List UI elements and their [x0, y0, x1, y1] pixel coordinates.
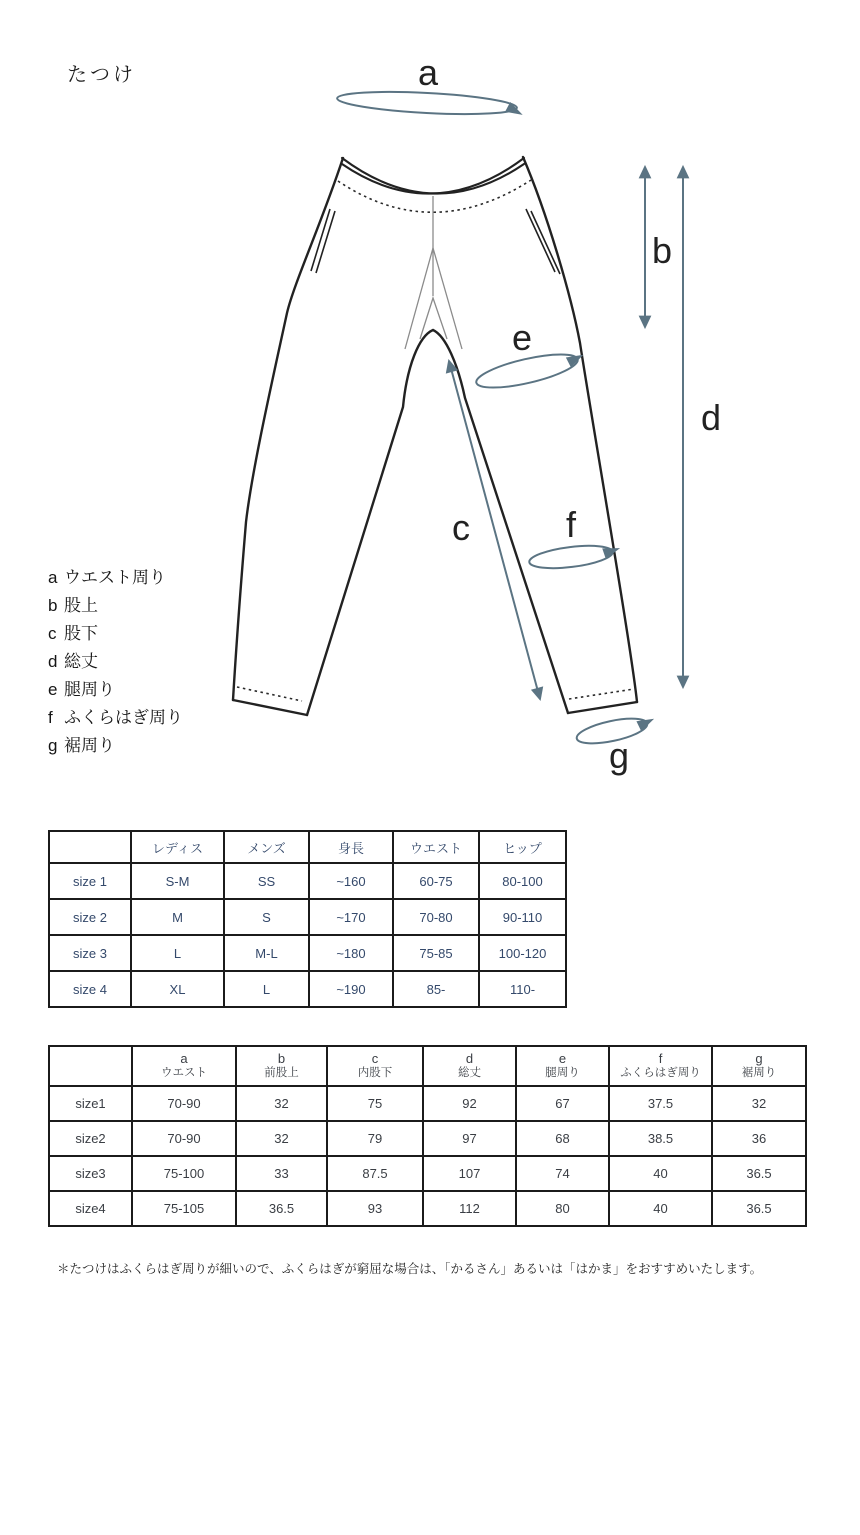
measure-label-f: f [565, 504, 577, 545]
column-name: ウエスト [161, 1067, 207, 1079]
cell: ~170 [309, 899, 393, 935]
column-name: 腿周り [545, 1067, 580, 1079]
header-cell [327, 1046, 423, 1086]
table-row [49, 1086, 806, 1121]
cell: 32 [236, 1121, 327, 1156]
right-pocket [526, 209, 560, 274]
cell: 32 [712, 1086, 806, 1121]
cell: 80 [516, 1191, 609, 1226]
header-cell [49, 1046, 132, 1086]
header-cell: ヒップ [479, 831, 566, 863]
cell: S-M [131, 863, 224, 899]
cell: 32 [236, 1086, 327, 1121]
legend-letter: b [48, 596, 58, 615]
legend-name: 総丈 [64, 652, 98, 671]
legend-letter: d [48, 652, 58, 671]
cell: 40 [609, 1156, 712, 1191]
cell: 67 [516, 1086, 609, 1121]
cell: 36 [712, 1121, 806, 1156]
cell: size 3 [49, 935, 131, 971]
legend-item-d [48, 652, 183, 670]
legend-name: 腿周り [64, 680, 115, 699]
column-name: 裾周り [741, 1067, 777, 1079]
cell: 93 [327, 1191, 423, 1226]
cell: 75-85 [393, 935, 479, 971]
pants-left-hem [233, 700, 307, 715]
cell: 70-80 [393, 899, 479, 935]
cell: 92 [423, 1086, 516, 1121]
column-name: 総丈 [458, 1067, 481, 1079]
cell: 75 [327, 1086, 423, 1121]
cell: 36.5 [712, 1191, 806, 1226]
pockets [311, 209, 560, 274]
cell: size4 [49, 1191, 132, 1226]
column-letter: f [658, 1051, 663, 1066]
table-header-row [49, 831, 566, 863]
legend-name: 股下 [64, 624, 98, 643]
cell: M-L [224, 935, 309, 971]
legend-letter: c [48, 624, 57, 643]
table-row [49, 1156, 806, 1191]
cell: size 4 [49, 971, 131, 1007]
cell: 90-110 [479, 899, 566, 935]
cell: 75-105 [132, 1191, 236, 1226]
left-hem-stitch-line [237, 687, 302, 701]
column-letter: c [371, 1051, 379, 1066]
cell: 107 [423, 1156, 516, 1191]
header-cell [712, 1046, 806, 1086]
column-letter: a [180, 1051, 188, 1066]
cell: 70-90 [132, 1086, 236, 1121]
column-name: 内股下 [357, 1067, 393, 1079]
table-row [49, 1121, 806, 1156]
pants-right-hem [568, 702, 637, 713]
cell: 110- [479, 971, 566, 1007]
cell: 70-90 [132, 1121, 236, 1156]
header-cell [423, 1046, 516, 1086]
cell: ~160 [309, 863, 393, 899]
column-letter: d [465, 1051, 474, 1066]
table-row [49, 971, 566, 1007]
cell: 38.5 [609, 1121, 712, 1156]
cell: 87.5 [327, 1156, 423, 1191]
header-cell: レディス [131, 831, 224, 863]
footnote: ＊たつけはふくらはぎ周りが細いので、ふくらはぎが窮屈な場合は、「かるさん」あるいは「はかま」をおすすめいたします。 [57, 1262, 763, 1276]
cell: 68 [516, 1121, 609, 1156]
measure-label-e: e [511, 317, 533, 358]
cell: size3 [49, 1156, 132, 1191]
pants-outline [233, 157, 637, 715]
cell: ~180 [309, 935, 393, 971]
left-pocket [311, 209, 335, 273]
cell: 97 [423, 1121, 516, 1156]
legend-item-c [48, 624, 183, 642]
legend-item-b [48, 596, 183, 614]
page-title: たつけ [67, 64, 136, 86]
table-row [49, 935, 566, 971]
cell: L [224, 971, 309, 1007]
table-row [49, 899, 566, 935]
cell: 112 [423, 1191, 516, 1226]
cell: L [131, 935, 224, 971]
measure-label-b: b [651, 230, 673, 271]
measure-label-d: d [700, 397, 722, 438]
header-cell: ウエスト [393, 831, 479, 863]
measure-label-c: c [452, 507, 470, 548]
header-cell [49, 831, 131, 863]
legend-name: 裾周り [64, 736, 115, 755]
column-letter: e [558, 1051, 567, 1066]
cell: size2 [49, 1121, 132, 1156]
cell: 100-120 [479, 935, 566, 971]
legend-name: ふくらはぎ周り [64, 708, 183, 727]
header-cell [516, 1046, 609, 1086]
table-row [49, 863, 566, 899]
legend-item-f [48, 708, 183, 726]
table-row [49, 1191, 806, 1226]
legend-letter: g [48, 736, 58, 755]
cell: XL [131, 971, 224, 1007]
legend-name: 股上 [64, 596, 98, 615]
construction-lines [405, 196, 462, 349]
header-cell [609, 1046, 712, 1086]
table-header-row [49, 1046, 806, 1086]
legend-letter: e [48, 680, 58, 699]
legend-letter: f [48, 708, 53, 727]
measure-arrow-f [528, 541, 623, 572]
waist-stitch-line [338, 180, 531, 212]
cell: 40 [609, 1191, 712, 1226]
column-letter: b [277, 1051, 286, 1066]
cell: 36.5 [236, 1191, 327, 1226]
column-name: 前股上 [264, 1067, 299, 1079]
cell: 85- [393, 971, 479, 1007]
cell: 60-75 [393, 863, 479, 899]
cell: 79 [327, 1121, 423, 1156]
cell: ~190 [309, 971, 393, 1007]
cell: 33 [236, 1156, 327, 1191]
header-cell [132, 1046, 236, 1086]
cell: 37.5 [609, 1086, 712, 1121]
cell: M [131, 899, 224, 935]
cell: SS [224, 863, 309, 899]
measure-arrow-a [337, 88, 526, 120]
cell: 36.5 [712, 1156, 806, 1191]
column-letter: g [755, 1051, 763, 1066]
legend-item-a [48, 568, 183, 586]
measure-label-a: a [417, 52, 439, 93]
size-chart-table [48, 830, 567, 1008]
gusset-v-inner [420, 298, 447, 339]
legend-letter: a [48, 568, 58, 587]
cell: size1 [49, 1086, 132, 1121]
cell: S [224, 899, 309, 935]
cell: 75-100 [132, 1156, 236, 1191]
cell: size 1 [49, 863, 131, 899]
header-cell [236, 1046, 327, 1086]
cell: size 2 [49, 899, 131, 935]
header-cell: メンズ [224, 831, 309, 863]
legend-name: ウエスト周り [64, 568, 166, 587]
header-cell: 身長 [309, 831, 393, 863]
legend-item-e [48, 680, 183, 698]
cell: 80-100 [479, 863, 566, 899]
cell: 74 [516, 1156, 609, 1191]
legend-item-g [48, 736, 183, 754]
right-hem-stitch-line [569, 689, 634, 699]
measure-label-g: g [608, 735, 630, 776]
measurement-table [48, 1045, 807, 1227]
column-name: ふくらはぎ周り [620, 1067, 701, 1079]
measurement-legend [48, 568, 183, 754]
